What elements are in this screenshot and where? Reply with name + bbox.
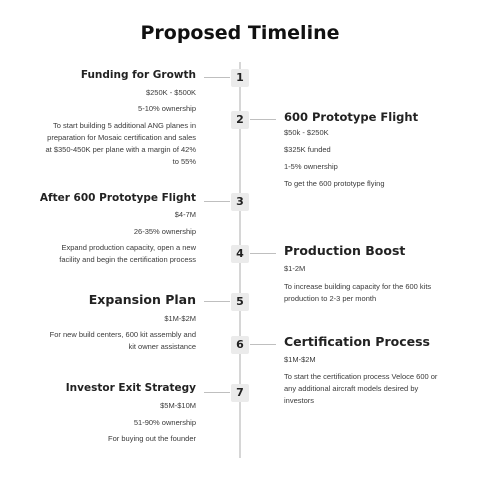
item-desc-1-line-2: preparation for Mosaic certification and sales (47, 133, 196, 142)
item-desc-2-line-1: To get the 600 prototype flying (284, 179, 385, 188)
item-desc-7-line-1: For buying out the founder (108, 434, 196, 443)
item-amount-4: $1-2M (284, 264, 306, 273)
item-funded-2: $325K funded (284, 145, 331, 154)
item-amount-1: $250K - $500K (145, 88, 196, 97)
item-desc-6-line-1: To start the certification process Veloce 600 or (284, 372, 438, 381)
connector-1 (204, 77, 230, 78)
item-amount-2: $50k - $250K (284, 128, 329, 137)
item-ownership-1: 5-10% ownership (138, 104, 196, 113)
item-ownership-3: 26-35% ownership (133, 227, 196, 236)
item-heading-6: Certification Process (284, 334, 430, 349)
item-desc-3-line-2: facility and begin the certification process (59, 255, 196, 264)
step-number-6: 6 (231, 336, 249, 354)
item-desc-3-line-1: Expand production capacity, open a new (61, 243, 196, 252)
step-number-1: 1 (231, 69, 249, 87)
connector-4 (250, 253, 276, 254)
item-amount-3: $4-7M (174, 210, 196, 219)
item-desc-4-line-1: To increase building capacity for the 600 kits (284, 282, 432, 291)
step-number-7: 7 (231, 384, 249, 402)
connector-5 (204, 301, 230, 302)
item-heading-5: Expansion Plan (88, 292, 196, 307)
item-heading-2: 600 Prototype Flight (284, 110, 419, 124)
item-heading-4: Production Boost (284, 243, 406, 258)
step-number-3: 3 (231, 193, 249, 211)
item-desc-1-line-3: at $350-450K per plane with a margin of 42% (45, 145, 196, 154)
item-heading-7: Investor Exit Strategy (65, 382, 196, 394)
item-ownership-7: 51-90% ownership (133, 418, 196, 427)
item-desc-5-line-1: For new build centers, 600 kit assembly and (49, 330, 196, 339)
item-desc-1-line-4: to 55% (172, 157, 196, 166)
connector-6 (250, 344, 276, 345)
item-amount-6: $1M-$2M (284, 355, 316, 364)
connector-7 (204, 392, 230, 393)
step-number-4: 4 (231, 245, 249, 263)
connector-2 (250, 119, 276, 120)
item-desc-4-line-2: production to 2-3 per month (284, 294, 377, 303)
page-title: Proposed Timeline (140, 22, 340, 44)
item-amount-5: $1M-$2M (164, 314, 196, 323)
item-heading-3: After 600 Prototype Flight (39, 192, 196, 204)
item-heading-1: Funding for Growth (80, 69, 196, 81)
item-amount-7: $5M-$10M (160, 401, 196, 410)
item-desc-5-line-2: kit owner assistance (128, 342, 196, 351)
item-ownership-2: 1-5% ownership (284, 162, 338, 171)
item-desc-6-line-2: any additional aircraft models desired by (284, 384, 419, 393)
step-number-2: 2 (231, 111, 249, 129)
connector-3 (204, 201, 230, 202)
item-desc-6-line-3: investors (284, 396, 315, 405)
item-desc-1-line-1: To start building 5 additional ANG planes in (52, 121, 196, 130)
step-number-5: 5 (231, 293, 249, 311)
